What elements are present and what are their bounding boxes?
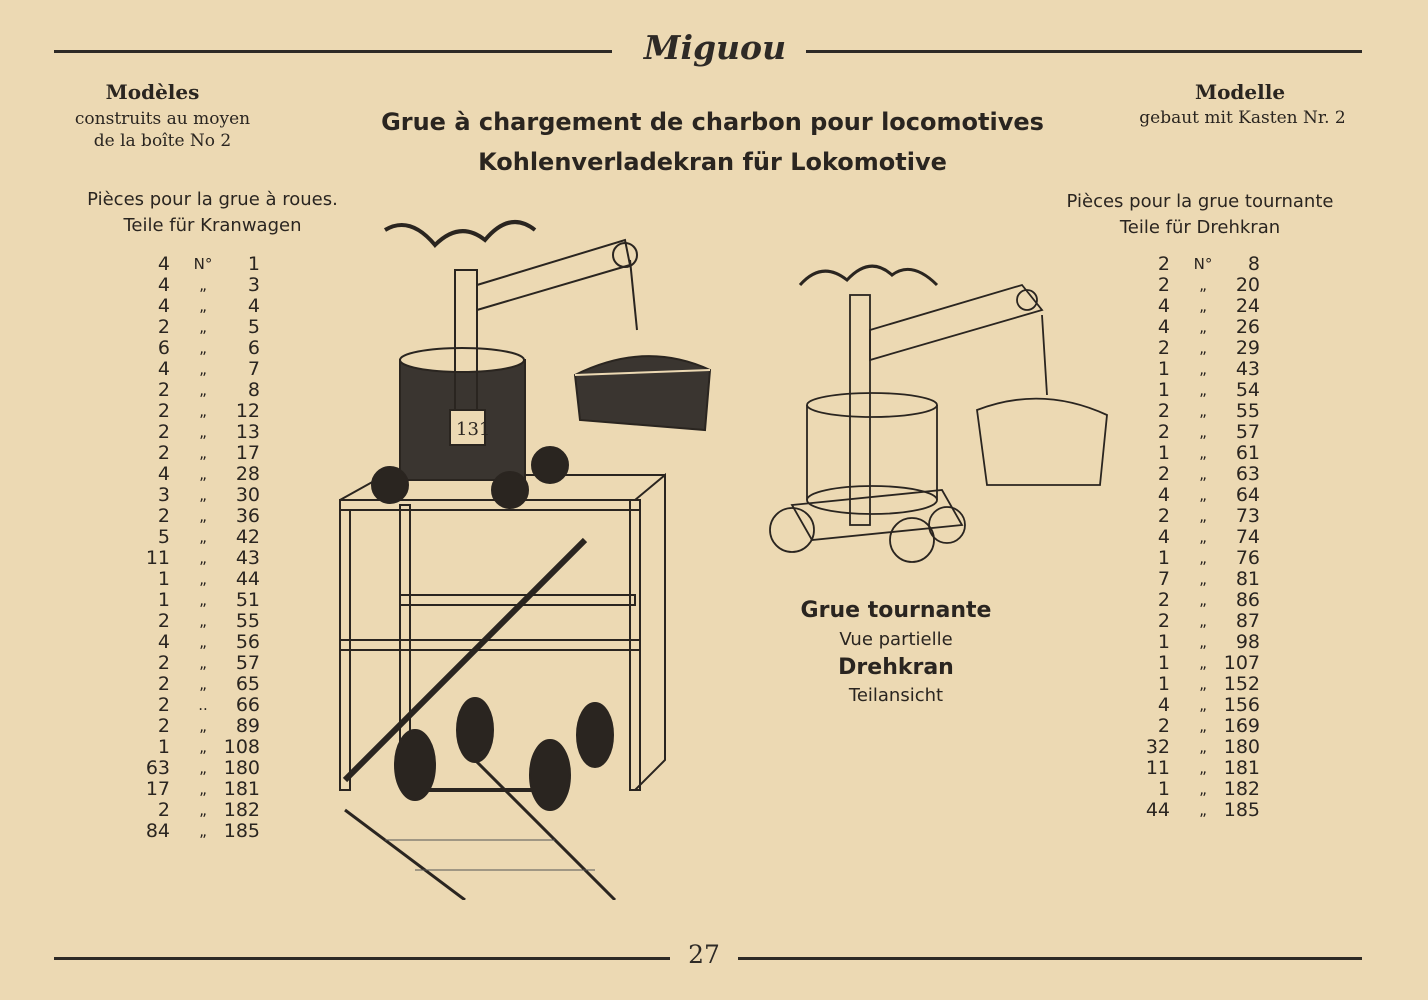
parts-number: 66 — [235, 694, 260, 716]
parts-number: 55 — [235, 610, 260, 632]
parts-row — [1130, 674, 1270, 695]
header-rule-right — [806, 50, 1362, 53]
parts-ditto: „ — [199, 633, 207, 651]
parts-number: 29 — [1235, 337, 1260, 359]
parts-quantity: 2 — [1157, 463, 1170, 485]
caption-title-de: Drehkran — [838, 655, 954, 680]
parts-ditto: „ — [1199, 633, 1207, 651]
parts-quantity: 4 — [157, 295, 170, 317]
parts-number: 185 — [1223, 799, 1260, 821]
parts-number: 24 — [1235, 295, 1260, 317]
parts-row — [130, 800, 270, 821]
parts-quantity: 4 — [157, 358, 170, 380]
parts-quantity: 1 — [157, 736, 170, 758]
parts-ditto: .. — [198, 696, 208, 714]
parts-row — [1130, 779, 1270, 800]
parts-quantity: 2 — [157, 442, 170, 464]
parts-quantity: 44 — [1145, 799, 1170, 821]
parts-ditto: „ — [199, 759, 207, 777]
parts-ditto: „ — [199, 465, 207, 483]
parts-ditto: „ — [1199, 465, 1207, 483]
parts-number: 57 — [1235, 421, 1260, 443]
parts-number: 36 — [235, 505, 260, 527]
parts-quantity: 2 — [157, 610, 170, 632]
parts-number: 152 — [1223, 673, 1260, 695]
parts-ditto: „ — [1199, 444, 1207, 462]
parts-ditto: „ — [199, 717, 207, 735]
parts-row — [1130, 758, 1270, 779]
parts-ditto: „ — [199, 297, 207, 315]
parts-row — [1130, 527, 1270, 548]
parts-number: 26 — [1235, 316, 1260, 338]
parts-quantity: 2 — [1157, 610, 1170, 632]
parts-ditto: „ — [1199, 612, 1207, 630]
parts-number: 12 — [235, 400, 260, 422]
parts-number: 182 — [223, 799, 260, 821]
parts-row — [1130, 464, 1270, 485]
parts-ditto: „ — [1199, 675, 1207, 693]
parts-row — [130, 590, 270, 611]
parts-row — [1130, 695, 1270, 716]
parts-quantity: 6 — [157, 337, 170, 359]
footer-rule-left — [54, 957, 670, 960]
parts-row — [130, 674, 270, 695]
parts-number: 6 — [247, 337, 260, 359]
parts-quantity: 1 — [1157, 379, 1170, 401]
caption-sub-fr: Vue partielle — [839, 629, 953, 650]
parts-ditto: „ — [1199, 654, 1207, 672]
right-section-heading-fr: Pièces pour la grue tournante — [1066, 191, 1334, 212]
parts-ditto: „ — [1199, 738, 1207, 756]
parts-quantity: 2 — [1157, 274, 1170, 296]
parts-row — [130, 779, 270, 800]
parts-row — [1130, 716, 1270, 737]
parts-ditto: „ — [199, 276, 207, 294]
parts-ditto: „ — [1199, 696, 1207, 714]
parts-number: 107 — [1223, 652, 1260, 674]
parts-ditto: „ — [1199, 276, 1207, 294]
parts-ditto: „ — [1199, 318, 1207, 336]
parts-quantity: 4 — [1157, 484, 1170, 506]
parts-quantity: 32 — [1145, 736, 1170, 758]
parts-row — [130, 548, 270, 569]
parts-row — [130, 254, 270, 275]
parts-number: 64 — [1235, 484, 1260, 506]
parts-ditto: „ — [199, 381, 207, 399]
parts-ditto: „ — [1199, 549, 1207, 567]
parts-quantity: 11 — [145, 547, 170, 569]
parts-number: 180 — [223, 757, 260, 779]
right-header-line1: gebaut mit Kasten Nr. 2 — [1139, 108, 1346, 128]
footer-rule-right — [738, 957, 1362, 960]
parts-ditto: „ — [1199, 297, 1207, 315]
parts-number: 185 — [223, 820, 260, 842]
parts-quantity: 2 — [1157, 400, 1170, 422]
parts-row — [130, 338, 270, 359]
parts-number: 30 — [235, 484, 260, 506]
right-header-title: Modelle — [1194, 80, 1286, 104]
parts-quantity: 84 — [145, 820, 170, 842]
parts-row — [1130, 800, 1270, 821]
parts-row — [1130, 380, 1270, 401]
parts-quantity: 3 — [157, 484, 170, 506]
parts-quantity: 2 — [157, 505, 170, 527]
parts-number: 8 — [1247, 253, 1260, 275]
page-number: 27 — [688, 940, 720, 969]
parts-ditto: „ — [199, 822, 207, 840]
parts-row — [1130, 653, 1270, 674]
parts-row — [1130, 611, 1270, 632]
parts-number: 98 — [1235, 631, 1260, 653]
right-parts-list — [1130, 254, 1270, 821]
parts-number: 74 — [1235, 526, 1260, 548]
parts-ditto: „ — [199, 570, 207, 588]
parts-number: 89 — [235, 715, 260, 737]
parts-row — [130, 758, 270, 779]
parts-number: 8 — [247, 379, 260, 401]
parts-ditto: „ — [199, 402, 207, 420]
parts-row — [130, 821, 270, 842]
parts-ditto: „ — [1199, 717, 1207, 735]
parts-row — [1130, 359, 1270, 380]
parts-ditto: „ — [199, 738, 207, 756]
parts-ditto: „ — [1199, 360, 1207, 378]
parts-quantity: 2 — [157, 652, 170, 674]
parts-row — [130, 716, 270, 737]
header-rule-left — [54, 50, 612, 53]
parts-ditto: „ — [199, 339, 207, 357]
parts-row — [1130, 632, 1270, 653]
parts-number: 56 — [235, 631, 260, 653]
parts-number: 57 — [235, 652, 260, 674]
left-parts-list — [130, 254, 270, 842]
parts-quantity: 2 — [157, 316, 170, 338]
parts-quantity: 2 — [157, 400, 170, 422]
parts-ditto: „ — [199, 612, 207, 630]
parts-row — [130, 464, 270, 485]
parts-ditto: „ — [199, 507, 207, 525]
parts-ditto: „ — [1199, 801, 1207, 819]
parts-row — [1130, 569, 1270, 590]
parts-quantity: 1 — [1157, 547, 1170, 569]
right-section-heading-de: Teile für Drehkran — [1119, 217, 1281, 238]
parts-ditto: „ — [199, 444, 207, 462]
parts-ditto: „ — [199, 360, 207, 378]
parts-number: 61 — [1235, 442, 1260, 464]
coal-loading-crane-illustration — [325, 200, 745, 900]
left-header-line2: de la boîte No 2 — [93, 131, 232, 151]
parts-ditto: „ — [1199, 570, 1207, 588]
parts-ditto: „ — [1199, 759, 1207, 777]
left-section-heading-fr: Pièces pour la grue à roues. — [87, 189, 338, 210]
parts-row — [130, 653, 270, 674]
parts-number: 182 — [1223, 778, 1260, 800]
caption-title-fr: Grue tournante — [800, 598, 992, 623]
parts-row — [1130, 254, 1270, 275]
parts-quantity: 4 — [157, 274, 170, 296]
parts-number: 13 — [235, 421, 260, 443]
svg-text:131: 131 — [456, 419, 491, 440]
parts-number: 156 — [1223, 694, 1260, 716]
parts-quantity: 2 — [1157, 505, 1170, 527]
parts-number: 7 — [247, 358, 260, 380]
parts-quantity: 2 — [157, 799, 170, 821]
parts-number: 44 — [235, 568, 260, 590]
parts-row — [130, 569, 270, 590]
parts-ditto: N° — [1193, 255, 1213, 273]
parts-quantity: 4 — [1157, 316, 1170, 338]
parts-number: 87 — [1235, 610, 1260, 632]
parts-number: 20 — [1235, 274, 1260, 296]
parts-number: 108 — [223, 736, 260, 758]
parts-number: 42 — [235, 526, 260, 548]
parts-number: 43 — [235, 547, 260, 569]
parts-row — [130, 695, 270, 716]
parts-quantity: 1 — [157, 568, 170, 590]
parts-quantity: 11 — [1145, 757, 1170, 779]
parts-number: 180 — [1223, 736, 1260, 758]
parts-quantity: 2 — [1157, 589, 1170, 611]
parts-row — [130, 401, 270, 422]
parts-row — [130, 275, 270, 296]
parts-quantity: 1 — [1157, 778, 1170, 800]
parts-quantity: 2 — [1157, 421, 1170, 443]
parts-ditto: „ — [199, 780, 207, 798]
parts-number: 1 — [247, 253, 260, 275]
parts-number: 55 — [1235, 400, 1260, 422]
parts-number: 3 — [247, 274, 260, 296]
left-header-line1: construits au moyen — [74, 109, 251, 129]
parts-number: 54 — [1235, 379, 1260, 401]
parts-row — [1130, 443, 1270, 464]
parts-ditto: „ — [1199, 381, 1207, 399]
rotating-crane-partial-illustration — [762, 255, 1142, 565]
parts-quantity: 2 — [157, 379, 170, 401]
parts-number: 169 — [1223, 715, 1260, 737]
parts-number: 65 — [235, 673, 260, 695]
parts-ditto: „ — [199, 486, 207, 504]
parts-ditto: „ — [199, 801, 207, 819]
parts-quantity: 2 — [157, 421, 170, 443]
parts-quantity: 2 — [1157, 337, 1170, 359]
parts-row — [130, 359, 270, 380]
parts-row — [130, 506, 270, 527]
parts-quantity: 7 — [1157, 568, 1170, 590]
parts-ditto: „ — [1199, 486, 1207, 504]
parts-row — [1130, 506, 1270, 527]
parts-quantity: 1 — [1157, 358, 1170, 380]
left-header-title: Modèles — [105, 80, 200, 104]
parts-number: 76 — [1235, 547, 1260, 569]
parts-ditto: „ — [199, 318, 207, 336]
parts-number: 51 — [235, 589, 260, 611]
parts-ditto: „ — [199, 528, 207, 546]
parts-row — [1130, 401, 1270, 422]
parts-row — [1130, 338, 1270, 359]
parts-quantity: 1 — [1157, 673, 1170, 695]
parts-row — [1130, 296, 1270, 317]
parts-quantity: 4 — [157, 463, 170, 485]
parts-quantity: 1 — [157, 589, 170, 611]
parts-row — [130, 296, 270, 317]
parts-quantity: 2 — [157, 715, 170, 737]
parts-number: 28 — [235, 463, 260, 485]
parts-quantity: 2 — [1157, 715, 1170, 737]
parts-row — [1130, 548, 1270, 569]
parts-row — [130, 422, 270, 443]
parts-number: 4 — [247, 295, 260, 317]
parts-ditto: „ — [1199, 780, 1207, 798]
parts-quantity: 1 — [1157, 631, 1170, 653]
parts-quantity: 2 — [157, 673, 170, 695]
parts-ditto: „ — [1199, 507, 1207, 525]
parts-row — [130, 737, 270, 758]
parts-number: 73 — [1235, 505, 1260, 527]
parts-row — [1130, 275, 1270, 296]
brand-logo: Miguou — [643, 28, 787, 67]
parts-ditto: „ — [199, 654, 207, 672]
parts-row — [1130, 485, 1270, 506]
caption-sub-de: Teilansicht — [848, 685, 944, 706]
parts-ditto: „ — [199, 549, 207, 567]
parts-quantity: 5 — [157, 526, 170, 548]
parts-row — [130, 527, 270, 548]
parts-row — [130, 611, 270, 632]
parts-quantity: 17 — [145, 778, 170, 800]
parts-ditto: „ — [1199, 528, 1207, 546]
parts-quantity: 63 — [145, 757, 170, 779]
parts-ditto: „ — [199, 423, 207, 441]
parts-row — [1130, 422, 1270, 443]
main-title-fr: Grue à chargement de charbon pour locomotives — [381, 108, 1044, 136]
parts-ditto: „ — [199, 675, 207, 693]
parts-row — [1130, 737, 1270, 758]
parts-ditto: „ — [1199, 423, 1207, 441]
parts-quantity: 4 — [1157, 526, 1170, 548]
parts-quantity: 2 — [1157, 253, 1170, 275]
parts-quantity: 4 — [1157, 295, 1170, 317]
parts-ditto: „ — [1199, 591, 1207, 609]
parts-quantity: 4 — [1157, 694, 1170, 716]
parts-number: 17 — [235, 442, 260, 464]
parts-number: 81 — [1235, 568, 1260, 590]
parts-number: 181 — [1223, 757, 1260, 779]
parts-ditto: „ — [199, 591, 207, 609]
parts-number: 86 — [1235, 589, 1260, 611]
parts-quantity: 1 — [1157, 652, 1170, 674]
parts-row — [130, 632, 270, 653]
parts-row — [130, 380, 270, 401]
parts-row — [1130, 317, 1270, 338]
parts-row — [1130, 590, 1270, 611]
parts-row — [130, 317, 270, 338]
parts-number: 181 — [223, 778, 260, 800]
main-title-de: Kohlenverladekran für Lokomotive — [478, 148, 947, 176]
parts-number: 5 — [247, 316, 260, 338]
parts-ditto: „ — [1199, 402, 1207, 420]
parts-ditto: „ — [1199, 339, 1207, 357]
parts-quantity: 4 — [157, 631, 170, 653]
parts-quantity: 2 — [157, 694, 170, 716]
parts-number: 43 — [1235, 358, 1260, 380]
parts-quantity: 4 — [157, 253, 170, 275]
parts-quantity: 1 — [1157, 442, 1170, 464]
left-section-heading-de: Teile für Kranwagen — [123, 215, 302, 236]
parts-number: 63 — [1235, 463, 1260, 485]
parts-row — [130, 485, 270, 506]
parts-row — [130, 443, 270, 464]
parts-ditto: N° — [193, 255, 213, 273]
